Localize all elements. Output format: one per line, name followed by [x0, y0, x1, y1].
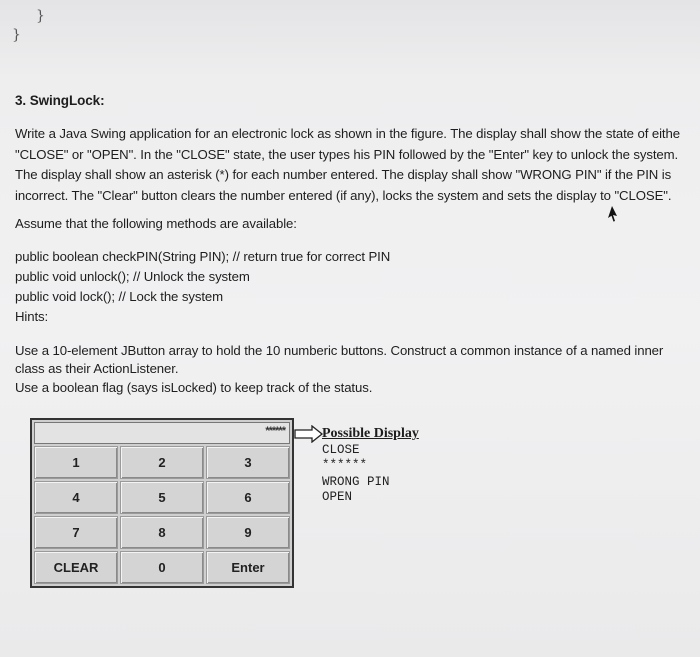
key-3: 3: [206, 446, 290, 479]
hint-line: class as their ActionListener.: [15, 361, 179, 376]
description-line: "CLOSE" or "OPEN". In the "CLOSE" state, the user types his PIN followed by the "Enter" key to unlock the system.: [15, 147, 679, 162]
possible-display-line: OPEN: [322, 490, 353, 504]
key-4: 4: [34, 481, 118, 514]
key-1: 1: [34, 446, 118, 479]
method-line: public void lock(); // Lock the system: [15, 289, 224, 304]
assume-text: Assume that the following methods are available:: [15, 216, 297, 231]
hint-line: Use a boolean flag (says isLocked) to keep track of the status.: [15, 380, 373, 395]
closing-brace: }: [12, 27, 21, 43]
possible-display-title: Possible Display: [322, 426, 419, 441]
key-2: 2: [120, 446, 204, 479]
closing-brace: }: [36, 8, 45, 24]
display-value: ******: [265, 425, 285, 437]
hints-label: Hints:: [15, 309, 49, 324]
description-line: incorrect. The "Clear" button clears the number entered (if any), locks the system and sets the display to "CLOSE".: [15, 188, 672, 203]
key-5: 5: [120, 481, 204, 514]
key-8: 8: [120, 516, 204, 549]
key-9: 9: [206, 516, 290, 549]
description-line: The display shall show an asterisk (*) for each number entered. The display shall show "WRONG PIN" if the PIN is: [15, 167, 672, 182]
possible-display-line: CLOSE: [322, 443, 360, 457]
key-7: 7: [34, 516, 118, 549]
method-line: public boolean checkPIN(String PIN); // return true for correct PIN: [15, 249, 391, 264]
hint-line: Use a 10-element JButton array to hold the 10 numberic buttons. Construct a common instance of a named inner: [15, 343, 664, 358]
key-0: 0: [120, 551, 204, 584]
description-line: Write a Java Swing application for an electronic lock as shown in the figure. The display shall show the state of eithe: [15, 126, 680, 141]
key-enter: Enter: [206, 551, 290, 584]
right-arrow-icon: [294, 425, 324, 443]
method-line: public void unlock(); // Unlock the system: [15, 269, 250, 284]
lock-keypad-figure: [30, 418, 294, 588]
lock-display: [34, 422, 290, 444]
possible-display-line: ******: [322, 458, 368, 472]
keypad-grid: [34, 446, 290, 584]
mouse-cursor-icon: [606, 206, 618, 222]
key-clear: CLEAR: [34, 551, 118, 584]
section-heading: 3. SwingLock:: [15, 93, 105, 108]
key-6: 6: [206, 481, 290, 514]
possible-display-line: WRONG PIN: [322, 475, 390, 489]
